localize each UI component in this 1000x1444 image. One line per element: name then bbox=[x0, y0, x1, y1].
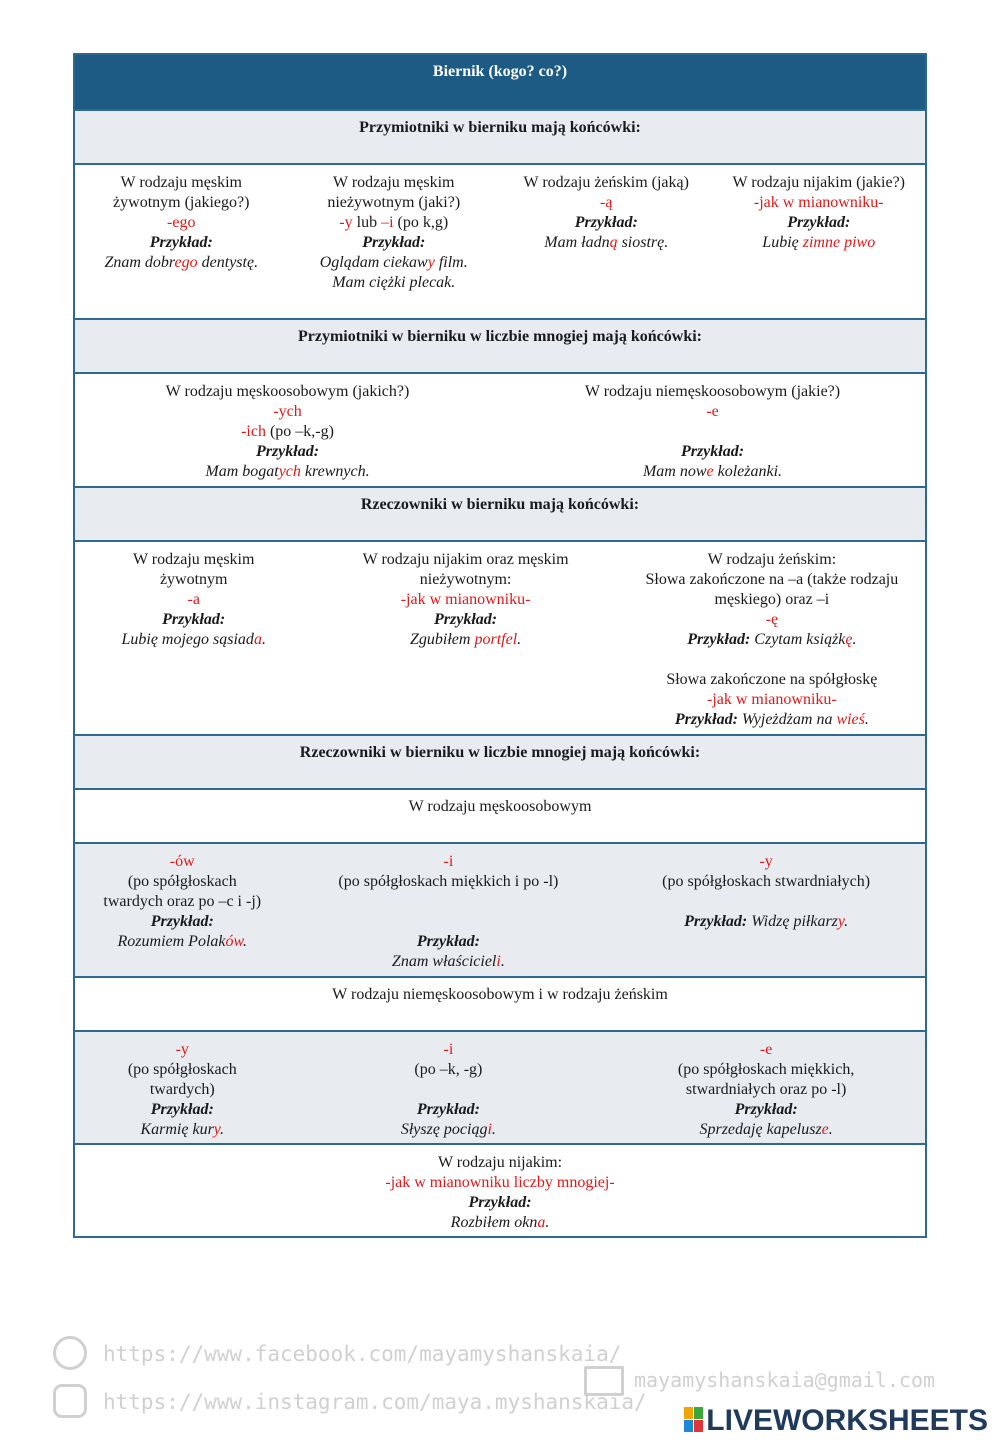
cell bbox=[290, 844, 608, 976]
cell-line: twardych oraz po –c i -j) bbox=[103, 893, 262, 910]
ex-part: Mam bogat bbox=[205, 463, 279, 480]
cell-line: (po spółgłoskach miękkich i po -l) bbox=[338, 873, 559, 890]
section-header bbox=[75, 734, 925, 788]
ending: -ów bbox=[169, 853, 195, 870]
cell bbox=[75, 1145, 925, 1236]
table-title bbox=[75, 55, 925, 109]
example bbox=[79, 932, 286, 952]
ex-ending: a bbox=[537, 1214, 546, 1231]
spacer bbox=[294, 1080, 604, 1100]
cell bbox=[75, 1032, 290, 1143]
ex-ending: e bbox=[821, 1121, 829, 1138]
ex-ending: portfel bbox=[474, 631, 518, 648]
cell bbox=[312, 542, 618, 734]
ex-part: Lubię mojego sąsiad bbox=[121, 631, 254, 648]
ex-part: Lubię bbox=[762, 234, 803, 251]
cell-line: nieżywotnym: bbox=[419, 571, 512, 588]
ex-ending: y bbox=[427, 254, 435, 271]
example bbox=[294, 1120, 604, 1140]
example-label: Przykład: bbox=[787, 214, 851, 231]
sub-header-text: W rodzaju niemęskoosobowym i w rodzaju żeńskim bbox=[332, 986, 668, 1003]
ending: -i bbox=[443, 853, 454, 870]
cell-line: W rodzaju nijakim: bbox=[437, 1154, 563, 1171]
ex-part: Wyjeżdżam na bbox=[737, 711, 837, 728]
ex-part: . bbox=[517, 631, 522, 648]
section-header bbox=[75, 318, 925, 372]
ending: -jak w mianowniku- bbox=[753, 194, 884, 211]
header-text: Przymiotniki w bierniku mają końcówki: bbox=[359, 119, 641, 136]
ex-ending: ę bbox=[845, 631, 853, 648]
example-label: Przykład: bbox=[149, 234, 213, 251]
cell bbox=[607, 1032, 925, 1143]
header-text: Przymiotniki w bierniku w liczbie mnogiej mają końcówki: bbox=[298, 328, 702, 345]
masc-personal-row bbox=[75, 842, 925, 976]
ex-part: koleżanki. bbox=[713, 463, 783, 480]
ending-line bbox=[292, 213, 497, 233]
cell-line: W rodzaju żeńskim: bbox=[707, 551, 837, 568]
spacer bbox=[294, 892, 604, 932]
ex-ending: i bbox=[487, 1121, 492, 1138]
cell bbox=[500, 165, 713, 318]
cell-line: żywotnym (jakiego?) bbox=[113, 194, 250, 211]
ex-part: Sprzedaję kapelusz bbox=[699, 1121, 822, 1138]
example bbox=[294, 952, 604, 972]
cell bbox=[500, 374, 925, 486]
example-label: Przykład: bbox=[150, 1101, 214, 1118]
sub-header bbox=[75, 788, 925, 842]
ex-ending: e bbox=[706, 463, 714, 480]
example bbox=[623, 710, 921, 730]
ending: -ich bbox=[241, 423, 266, 440]
ex-ending: a bbox=[253, 631, 262, 648]
example bbox=[79, 630, 308, 650]
example bbox=[79, 462, 496, 482]
cell-line: W rodzaju męskim bbox=[120, 174, 242, 191]
section-header bbox=[75, 486, 925, 540]
example bbox=[611, 1120, 921, 1140]
example-label: Przykład: bbox=[150, 913, 214, 930]
ex-part: dentystę. bbox=[197, 254, 259, 271]
ending: -ych bbox=[273, 403, 302, 420]
example bbox=[611, 912, 921, 932]
cell-line: W rodzaju niemęskoosobowym (jakie?) bbox=[584, 383, 841, 400]
title-text: Biernik (kogo? co?) bbox=[432, 63, 568, 80]
ex-part: . bbox=[545, 1214, 550, 1231]
ex-part: Czytam książk bbox=[750, 631, 846, 648]
cell-line: W rodzaju męskim bbox=[132, 551, 255, 568]
instagram-icon bbox=[53, 1384, 87, 1418]
cell-line: (po spółgłoskach miękkich, bbox=[677, 1061, 855, 1078]
spacer bbox=[504, 422, 921, 442]
ex-part: Rozbiłem okn bbox=[450, 1214, 538, 1231]
ex-part: Widzę piłkarz bbox=[747, 913, 838, 930]
cell-line: nieżywotnym (jaki?) bbox=[327, 194, 461, 211]
liveworksheets-logo bbox=[684, 1404, 988, 1438]
ex-ending: ą bbox=[609, 234, 618, 251]
example bbox=[79, 253, 284, 273]
ending: -jak w mianowniku liczby mnogiej- bbox=[385, 1174, 615, 1191]
ending: -y bbox=[759, 853, 773, 870]
ex-part: Znam dobr bbox=[104, 254, 175, 271]
ending: -ego bbox=[167, 214, 196, 231]
ex-ending: wieś bbox=[836, 711, 865, 728]
ex-part: Znam właściciel bbox=[391, 953, 497, 970]
ex-part: . bbox=[864, 711, 869, 728]
facebook-link[interactable]: https://www.facebook.com/mayamyshanskaia/ bbox=[103, 1342, 622, 1366]
cell-line: (po spółgłoskach stwardniałych) bbox=[662, 873, 871, 890]
ending: -e bbox=[706, 403, 719, 420]
ex-ending: y bbox=[837, 913, 845, 930]
cell bbox=[288, 165, 501, 318]
cell-text: (po k,g) bbox=[393, 214, 449, 231]
facebook-messenger-icon bbox=[53, 1336, 87, 1370]
header-text: Rzeczowniki w bierniku w liczbie mnogiej mają końcówki: bbox=[299, 744, 701, 761]
cell-line: żywotnym bbox=[159, 571, 228, 588]
brand-text: LIVEWORKSHEETS bbox=[706, 1404, 988, 1437]
cell-line: W rodzaju nijakim (jakie?) bbox=[732, 174, 906, 191]
ending: -i bbox=[443, 1041, 454, 1058]
grammar-table bbox=[73, 53, 927, 1238]
ex-part: Słyszę pociąg bbox=[400, 1121, 488, 1138]
cell-line: W rodzaju żeńskim (jaką) bbox=[523, 174, 689, 191]
cell-line: W rodzaju nijakim oraz męskim bbox=[362, 551, 569, 568]
example bbox=[79, 1213, 921, 1233]
example-label: Przykład: bbox=[674, 711, 738, 728]
ex-part: Mam ładn bbox=[544, 234, 610, 251]
cell bbox=[713, 165, 926, 318]
example-label: Przykład: bbox=[574, 214, 638, 231]
ending: -e bbox=[759, 1041, 773, 1058]
ex-part: . bbox=[500, 953, 505, 970]
footer bbox=[0, 1320, 1000, 1444]
ex-ending: zimne piwo bbox=[802, 234, 876, 251]
ex-part: krewnych. bbox=[300, 463, 370, 480]
cell bbox=[75, 844, 290, 976]
ex-part: film. bbox=[434, 254, 468, 271]
noun-sg-row bbox=[75, 540, 925, 734]
example: Mam ciężki plecak. bbox=[332, 274, 456, 291]
example bbox=[79, 1120, 286, 1140]
cell-line: W rodzaju męskoosobowym (jakich?) bbox=[165, 383, 410, 400]
header-text: Rzeczowniki w bierniku mają końcówki: bbox=[360, 496, 640, 513]
ex-part: . bbox=[491, 1121, 496, 1138]
ex-part: . bbox=[828, 1121, 833, 1138]
nonmasc-row bbox=[75, 1030, 925, 1143]
mail-icon bbox=[584, 1366, 624, 1396]
example bbox=[292, 253, 497, 273]
ex-ending: ów bbox=[225, 933, 243, 950]
ex-part: . bbox=[844, 913, 849, 930]
cell bbox=[75, 542, 312, 734]
example-label: Przykład: bbox=[162, 611, 226, 628]
spacer bbox=[611, 892, 921, 912]
example bbox=[623, 630, 921, 650]
example-label: Przykład: bbox=[468, 1194, 532, 1211]
cell-line: męskiego) oraz –i bbox=[714, 591, 830, 608]
example-label: Przykład: bbox=[684, 913, 748, 930]
ex-part: . bbox=[242, 933, 247, 950]
example bbox=[504, 462, 921, 482]
ex-part: . bbox=[852, 631, 857, 648]
liveworksheets-icon bbox=[684, 1407, 704, 1433]
ending: -a bbox=[187, 591, 200, 608]
cell-line: W rodzaju męskim bbox=[333, 174, 455, 191]
ex-part: Oglądam ciekaw bbox=[319, 254, 428, 271]
spacer bbox=[623, 650, 921, 670]
ex-part: Zgubiłem bbox=[410, 631, 475, 648]
ex-part: . bbox=[261, 631, 266, 648]
sub-header-text: W rodzaju męskoosobowym bbox=[408, 798, 592, 815]
ex-ending: y bbox=[213, 1121, 221, 1138]
cell bbox=[75, 374, 500, 486]
ex-part: siostrę. bbox=[617, 234, 669, 251]
example-label: Przykład: bbox=[434, 611, 498, 628]
example bbox=[504, 233, 709, 253]
neuter-row bbox=[75, 1143, 925, 1236]
example-label: Przykład: bbox=[416, 1101, 480, 1118]
ex-part: Mam now bbox=[642, 463, 707, 480]
cell-line: Słowa zakończone na –a (także rodzaju bbox=[645, 571, 899, 588]
instagram-link[interactable]: https://www.instagram.com/maya.myshanskaia/ bbox=[103, 1390, 647, 1414]
ending: -ą bbox=[600, 194, 613, 211]
example bbox=[717, 233, 922, 253]
cell bbox=[290, 1032, 608, 1143]
example-label: Przykład: bbox=[255, 443, 320, 460]
example-label: Przykład: bbox=[680, 443, 745, 460]
ex-ending: ych bbox=[278, 463, 301, 480]
example-label: Przykład: bbox=[687, 631, 751, 648]
cell-line: Słowa zakończone na spółgłoskę bbox=[666, 671, 878, 688]
ending: –i bbox=[381, 214, 394, 231]
adj-sg-row bbox=[75, 163, 925, 318]
ending-line bbox=[79, 422, 496, 442]
example-label: Przykład: bbox=[416, 933, 480, 950]
ex-part: Rozumiem Polak bbox=[117, 933, 226, 950]
cell-text: (po –k,-g) bbox=[265, 423, 334, 440]
email-link[interactable]: mayamyshanskaia@gmail.com bbox=[634, 1368, 936, 1392]
ending: -y bbox=[175, 1041, 189, 1058]
ending: -ę bbox=[765, 611, 779, 628]
cell bbox=[619, 542, 925, 734]
cell-text: lub bbox=[352, 214, 382, 231]
example-label: Przykład: bbox=[734, 1101, 798, 1118]
ex-part: . bbox=[220, 1121, 225, 1138]
ending: -y bbox=[339, 214, 353, 231]
example bbox=[316, 630, 614, 650]
cell bbox=[607, 844, 925, 976]
cell-line: stwardniałych oraz po -l) bbox=[685, 1081, 847, 1098]
ex-ending: i bbox=[496, 953, 501, 970]
ending: -jak w mianowniku- bbox=[706, 691, 837, 708]
cell-line: twardych) bbox=[149, 1081, 215, 1098]
cell bbox=[75, 165, 288, 318]
cell-line: (po spółgłoskach bbox=[127, 1061, 237, 1078]
cell-line: (po spółgłoskach bbox=[127, 873, 237, 890]
ending: -jak w mianowniku- bbox=[400, 591, 531, 608]
example-label: Przykład: bbox=[362, 234, 426, 251]
ex-part: Karmię kur bbox=[140, 1121, 214, 1138]
cell-line: (po –k, -g) bbox=[414, 1061, 483, 1078]
section-header bbox=[75, 109, 925, 163]
sub-header bbox=[75, 976, 925, 1030]
ex-ending: ego bbox=[174, 254, 198, 271]
adj-pl-row bbox=[75, 372, 925, 486]
